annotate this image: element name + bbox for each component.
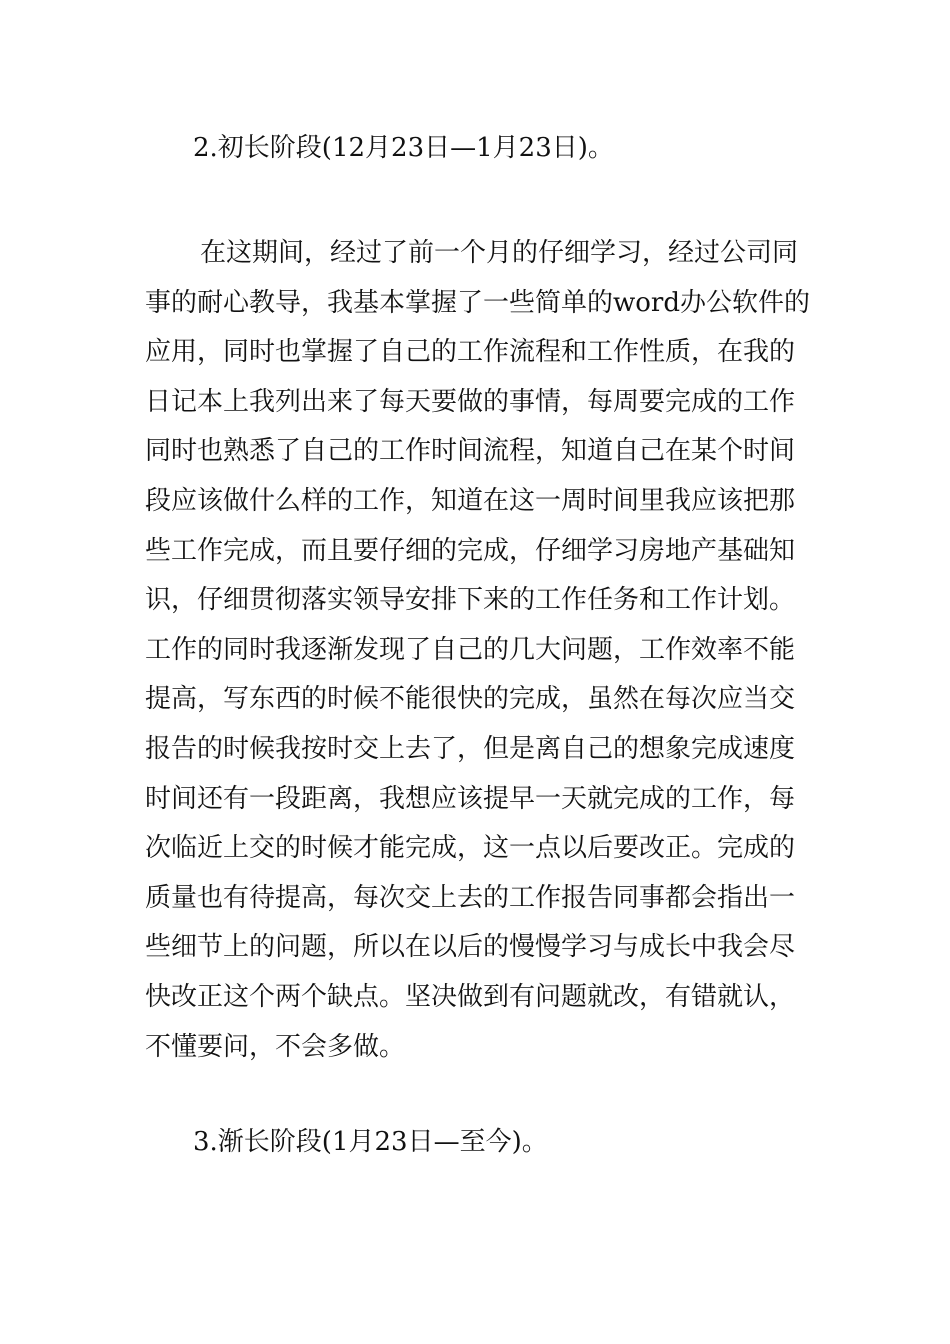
body-paragraph — [145, 229, 810, 1072]
paragraph-line: 时间还有一段距离，我想应该提早一天就完成的工作，每 — [145, 783, 796, 814]
paragraph-line: 次临近上交的时候才能完成，这一点以后要改正。完成的 — [145, 833, 796, 864]
paragraph-line: 识，仔细贯彻落实领导安排下来的工作任务和工作计划。 — [145, 585, 796, 616]
paragraph-line: 不懂要问，不会多做。 — [145, 1031, 406, 1062]
paragraph-line: 快改正这个两个缺点。坚决做到有问题就改，有错就认， — [145, 981, 796, 1012]
paragraph-line: 同时也熟悉了自己的工作时间流程，知道自己在某个时间 — [145, 436, 796, 467]
paragraph-line: 事的耐心教导，我基本掌握了一些简单的word办公软件的 — [145, 287, 810, 318]
paragraph-line: 提高，写东西的时候不能很快的完成，虽然在每次应当交 — [145, 684, 796, 715]
paragraph-line: 工作的同时我逐渐发现了自己的几大问题，工作效率不能 — [145, 634, 796, 665]
paragraph-line: 些细节上的问题，所以在以后的慢慢学习与成长中我会尽 — [145, 932, 796, 963]
paragraph-line: 日记本上我列出来了每天要做的事情，每周要完成的工作 — [145, 386, 796, 417]
paragraph-line: 段应该做什么样的工作，知道在这一周时间里我应该把那 — [145, 485, 796, 516]
section-heading-2: 2.初长阶段(12月23日—1月23日)。 — [193, 133, 614, 163]
paragraph-line: 报告的时候我按时交上去了，但是离自己的想象完成速度 — [145, 733, 796, 764]
paragraph-line: 质量也有待提高，每次交上去的工作报告同事都会指出一 — [145, 882, 796, 913]
paragraph-line: 在这期间，经过了前一个月的仔细学习，经过公司同 — [200, 238, 799, 268]
paragraph-line: 应用，同时也掌握了自己的工作流程和工作性质，在我的 — [145, 337, 796, 368]
paragraph-line: 些工作完成，而且要仔细的完成，仔细学习房地产基础知 — [145, 535, 796, 566]
section-heading-3: 3.渐长阶段(1月23日—至今)。 — [193, 1127, 548, 1157]
